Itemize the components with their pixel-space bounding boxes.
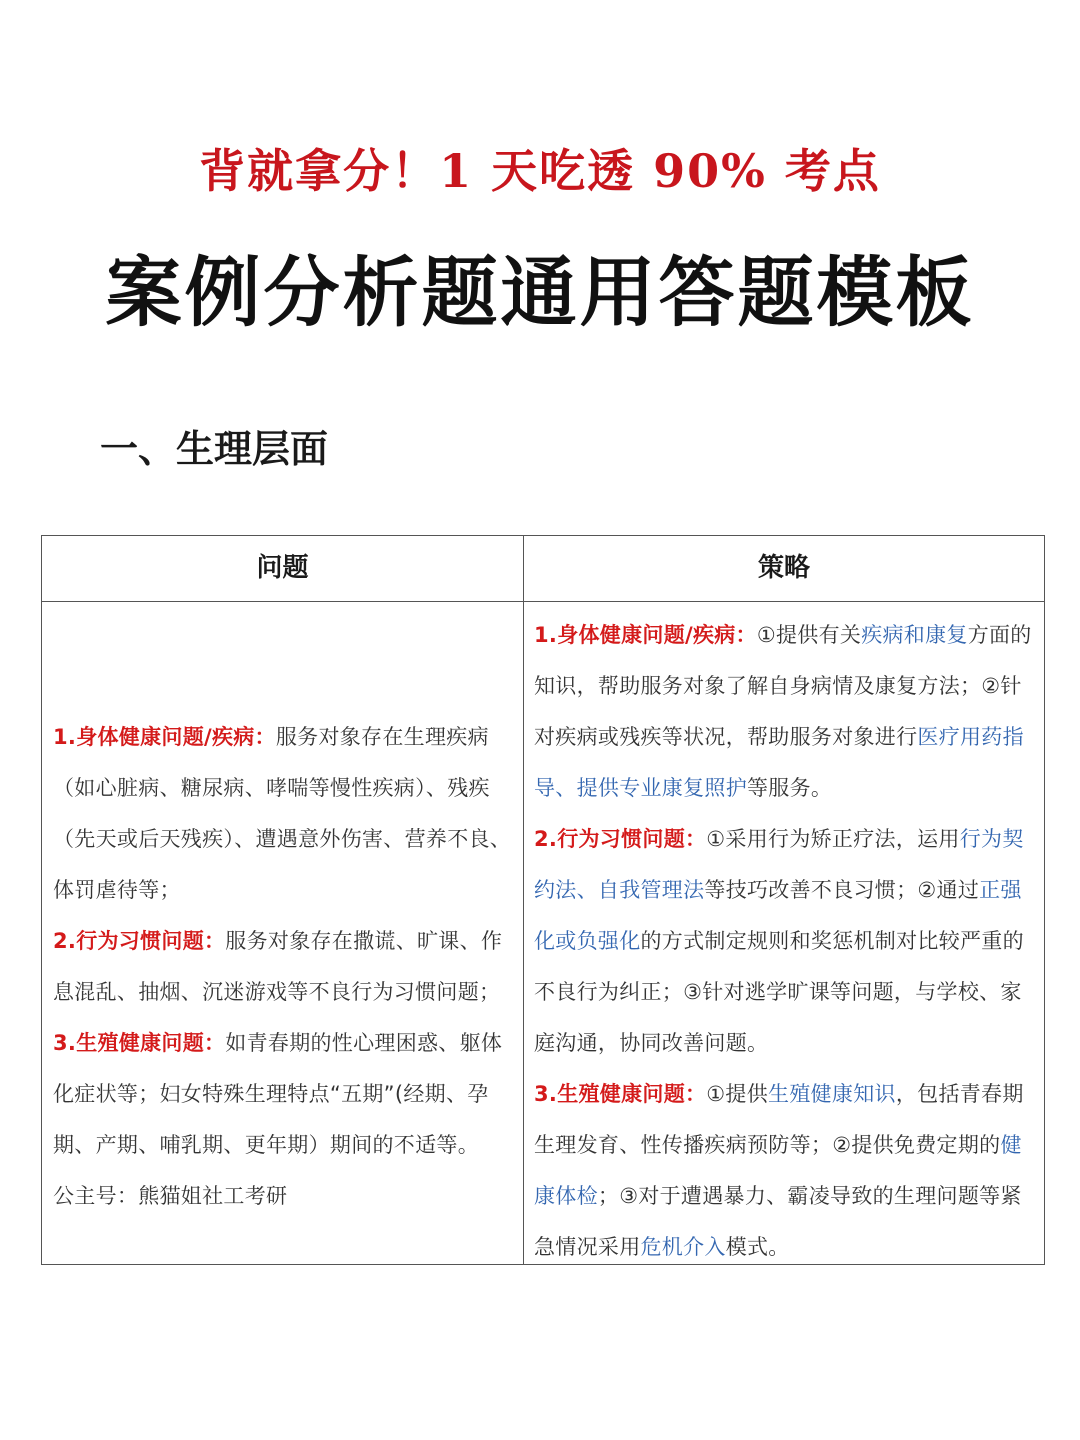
- strategy-3-highlight-b: 健康体检: [534, 1133, 1022, 1208]
- strategy-item-1: [534, 610, 1038, 814]
- strategy-1-label: 1.身体健康问题/疾病：: [534, 623, 757, 647]
- strategy-2-text-b: 等技巧改善不良习惯；②通过: [704, 878, 980, 902]
- account-footer: 公主号：熊猫姐社工考研: [53, 1184, 288, 1208]
- problem-1-label: 1.身体健康问题/疾病：: [53, 725, 276, 749]
- header-problem: 问题: [256, 553, 309, 583]
- strategy-3-text-c: ；③对于遭遇暴力、霸凌导致的生理问题等紧急情况采用: [534, 1184, 1022, 1259]
- strategy-2-text-c: 的方式制定规则和奖惩机制对比较严重的不良行为纠正；③针对逃学旷课等问题，与学校、家庭沟通，协同改善问题。: [534, 929, 1024, 1055]
- strategy-1-highlight-b: 医疗用药指导、提供专业康复照护: [534, 725, 1024, 800]
- header-divider: [42, 601, 1044, 602]
- strategy-2-highlight-b: 正强化或负强化: [534, 878, 1022, 953]
- section-heading: 一、生理层面: [100, 427, 329, 471]
- column-divider: [523, 536, 524, 1264]
- problem-2-label: 2.行为习惯问题：: [53, 929, 226, 953]
- strategy-3-label: 3.生殖健康问题：: [534, 1082, 707, 1106]
- strategy-2-text-a: ①采用行为矫正疗法，运用: [706, 827, 960, 851]
- strategy-3-text-a: ①提供: [706, 1082, 769, 1106]
- problem-item-1: [53, 712, 515, 916]
- problem-item-3: [53, 1018, 515, 1171]
- problem-1-text: 服务对象存在生理疾病（如心脏病、糖尿病、哮喘等慢性疾病）、残疾（先天或后天残疾）、遭遇意外伤害、营养不良、体罚虐待等；: [53, 725, 512, 902]
- strategy-item-2: [534, 814, 1038, 1069]
- problem-3-label: 3.生殖健康问题：: [53, 1031, 226, 1055]
- strategy-3-highlight-c: 危机介入: [640, 1235, 726, 1259]
- strategy-1-text-a: ①提供有关: [756, 623, 862, 647]
- strategy-1-text-b: 方面的知识，帮助服务对象了解自身病情及康复方法；②针对疾病或残疾等状况，帮助服务对象进行: [534, 623, 1032, 749]
- strategy-1-text-c: 等服务。: [747, 776, 833, 800]
- strategy-item-3: [534, 1069, 1038, 1273]
- page-title: 案例分析题通用答题模板: [105, 248, 975, 337]
- header-strategy: 策略: [757, 553, 810, 583]
- problem-3-text: 如青春期的性心理困惑、躯体化症状等；妇女特殊生理特点“五期”(经期、孕期、产期、哺乳期、更年期）期间的不适等。: [53, 1031, 503, 1157]
- strategy-table: [41, 535, 1045, 1265]
- problems-cell: [53, 712, 515, 1222]
- strategy-1-highlight-a: 疾病和康复: [861, 623, 968, 647]
- strategy-3-highlight-a: 生殖健康知识: [768, 1082, 896, 1106]
- strategies-cell: [534, 610, 1038, 1273]
- strategy-3-text-d: 模式。: [725, 1235, 790, 1259]
- strategy-2-label: 2.行为习惯问题：: [534, 827, 707, 851]
- strategy-2-highlight-a: 行为契约法、自我管理法: [534, 827, 1024, 902]
- problem-item-2: [53, 916, 515, 1018]
- strategy-3-text-b: ，包括青春期生理发育、性传播疾病预防等；②提供免费定期的: [534, 1082, 1024, 1157]
- subtitle: 背就拿分！1 天吃透 90% 考点: [199, 144, 881, 198]
- problem-2-text: 服务对象存在撒谎、旷课、作息混乱、抽烟、沉迷游戏等不良行为习惯问题；: [53, 929, 503, 1004]
